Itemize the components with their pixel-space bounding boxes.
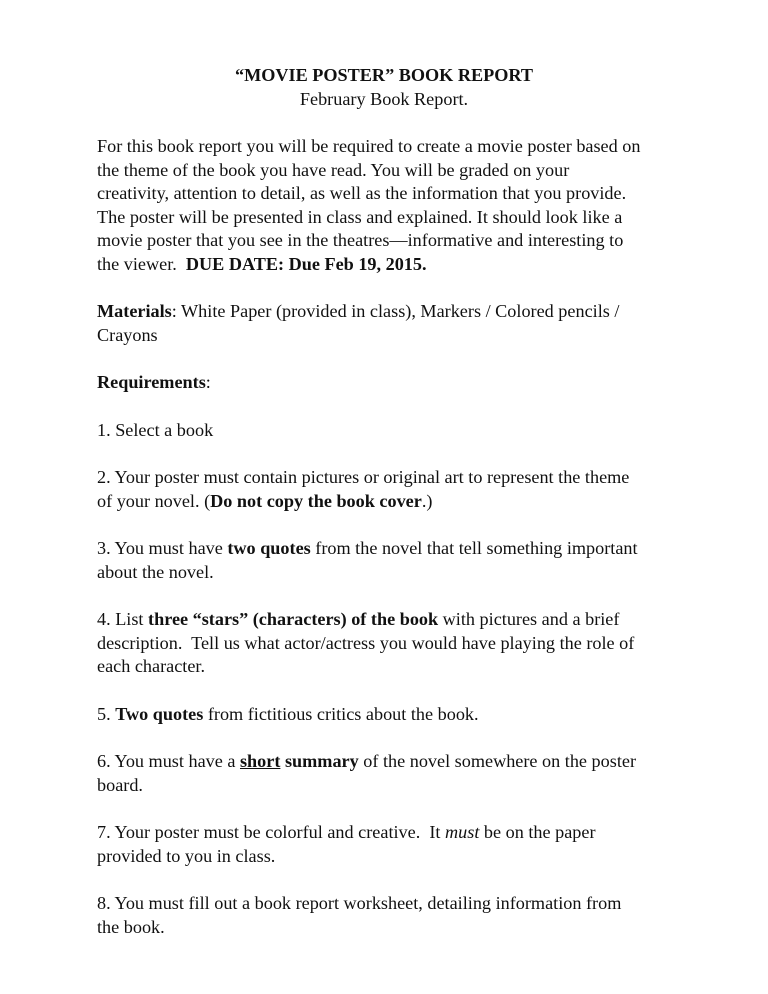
intro-line: the theme of the book you have read. You will be graded on your xyxy=(97,159,570,180)
requirement-item xyxy=(97,750,697,797)
item-text: 7. Your poster must be colorful and creative. It xyxy=(97,822,446,842)
requirement-item xyxy=(97,466,697,513)
requirement-item xyxy=(97,821,697,868)
intro-line: creativity, attention to detail, as well as the information that you provide. xyxy=(97,183,627,203)
item-emphasis: three “stars” (characters) of the book xyxy=(148,609,439,629)
requirement-item xyxy=(97,537,697,584)
intro-line: the viewer. xyxy=(97,253,186,274)
item-text: 3. You must have xyxy=(97,538,228,558)
item-text: of your novel. ( xyxy=(97,490,211,511)
item-text: 5. xyxy=(97,703,116,724)
requirements-heading xyxy=(97,371,697,395)
item-text: from the novel that tell something important xyxy=(310,538,638,558)
intro-line: movie poster that you see in the theatres—informative and interesting to xyxy=(97,230,624,250)
requirement-item xyxy=(97,892,697,939)
intro-line: The poster will be presented in class and explained. It should look like a xyxy=(97,206,623,227)
requirement-item xyxy=(97,419,697,443)
due-date: DUE DATE: Due Feb 19, 2015. xyxy=(185,253,427,274)
item-italic: must xyxy=(445,822,480,842)
item-text: 6. You must have a xyxy=(97,751,240,771)
document-title: “MOVIE POSTER” BOOK REPORT xyxy=(235,65,533,85)
requirement-item xyxy=(97,703,697,727)
colon: : xyxy=(205,372,211,392)
item-emphasis: summary xyxy=(280,751,359,771)
item-text: from fictitious critics about the book. xyxy=(203,703,479,724)
materials-label: Materials xyxy=(97,301,172,321)
header xyxy=(97,64,671,111)
item-text: 2. Your poster must contain pictures or original art to represent the theme xyxy=(97,467,630,487)
document-subtitle: February Book Report. xyxy=(299,88,469,109)
item-text: each character. xyxy=(97,656,206,676)
item-text: 1. Select a book xyxy=(97,419,214,440)
item-text: about the novel. xyxy=(97,561,214,582)
item-text: 4. List xyxy=(97,609,149,629)
requirements-label: Requirements xyxy=(97,372,206,392)
item-emphasis: two quotes xyxy=(227,538,311,558)
item-emphasis: Do not copy the book cover xyxy=(210,490,422,511)
materials-text: Crayons xyxy=(97,324,158,345)
materials-text: : White Paper (provided in class), Markers / Colored pencils / xyxy=(171,301,620,321)
requirement-item xyxy=(97,608,697,679)
document-page xyxy=(97,64,697,963)
item-text: provided to you in class. xyxy=(97,845,276,866)
item-text: the book. xyxy=(97,916,165,937)
intro-paragraph xyxy=(97,135,697,276)
item-text: .) xyxy=(421,490,433,511)
materials-paragraph xyxy=(97,300,697,347)
item-text: 8. You must fill out a book report worksheet, detailing information from xyxy=(97,893,622,913)
item-text: with pictures and a brief xyxy=(438,609,620,629)
item-text: of the novel somewhere on the poster xyxy=(358,751,636,771)
intro-line: For this book report you will be required to create a movie poster based on xyxy=(97,136,641,156)
item-text: be on the paper xyxy=(479,822,596,842)
item-text: description. Tell us what actor/actress you would have playing the role of xyxy=(97,632,635,653)
item-text: board. xyxy=(97,774,143,795)
item-emphasis: Two quotes xyxy=(115,703,204,724)
item-underlined-emphasis: short xyxy=(239,751,281,771)
